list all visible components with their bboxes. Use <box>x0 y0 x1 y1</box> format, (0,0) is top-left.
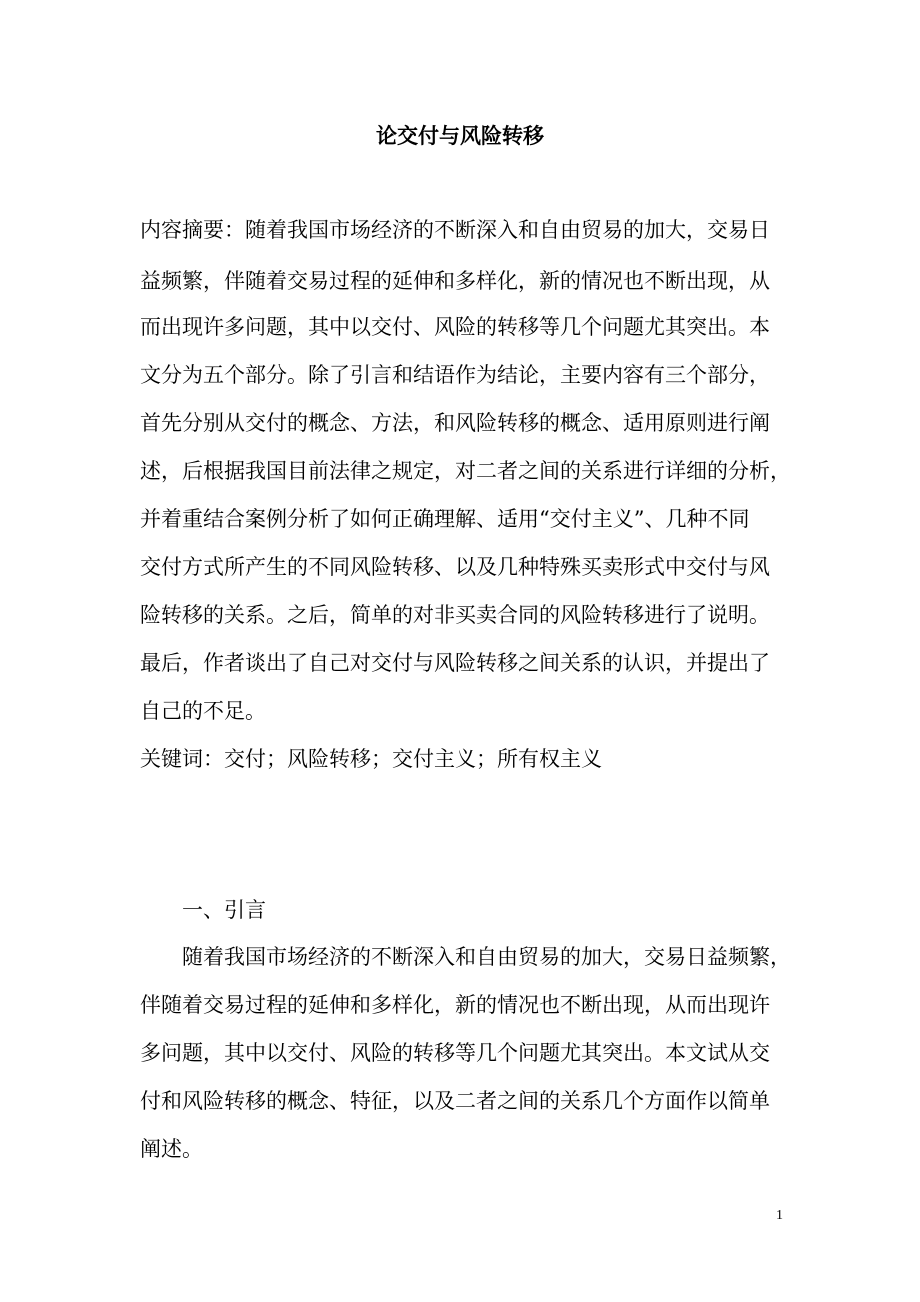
intro-line: 随着我国市场经济的不断深入和自由贸易的加大，交易日益频繁， <box>182 945 791 969</box>
abstract-line: 自己的不足。 <box>140 699 266 723</box>
page-number: 1 <box>776 1208 783 1223</box>
intro-line: 付和风险转移的概念、特征，以及二者之间的关系几个方面作以简单 <box>140 1089 770 1113</box>
document-title: 论交付与风险转移 <box>376 123 544 148</box>
abstract-line: 险转移的关系。之后，简单的对非买卖合同的风险转移进行了说明。 <box>140 603 770 627</box>
abstract-line: 述，后根据我国目前法律之规定，对二者之间的关系进行详细的分析， <box>140 459 791 483</box>
intro-line: 伴随着交易过程的延伸和多样化，新的情况也不断出现，从而出现许 <box>140 993 770 1017</box>
intro-line: 多问题，其中以交付、风险的转移等几个问题尤其突出。本文试从交 <box>140 1041 770 1065</box>
keywords-line: 关键词：交付；风险转移；交付主义；所有权主义 <box>140 747 602 771</box>
section-heading: 一、引言 <box>182 898 266 922</box>
abstract-line: 文分为五个部分。除了引言和结语作为结论，主要内容有三个部分， <box>140 363 770 387</box>
abstract-line: 并着重结合案例分析了如何正确理解、适用“交付主义”、几种不同 <box>140 507 750 531</box>
abstract-line: 最后，作者谈出了自己对交付与风险转移之间关系的认识，并提出了 <box>140 651 770 675</box>
intro-line: 阐述。 <box>140 1137 203 1161</box>
abstract-line: 而出现许多问题，其中以交付、风险的转移等几个问题尤其突出。本 <box>140 315 770 339</box>
abstract-line: 首先分别从交付的概念、方法，和风险转移的概念、适用原则进行阐 <box>140 411 770 435</box>
abstract-line: 交付方式所产生的不同风险转移、以及几种特殊买卖形式中交付与风 <box>140 555 770 579</box>
abstract-line: 益频繁，伴随着交易过程的延伸和多样化，新的情况也不断出现，从 <box>140 269 770 293</box>
abstract-line: 内容摘要：随着我国市场经济的不断深入和自由贸易的加大，交易日 <box>140 218 770 242</box>
